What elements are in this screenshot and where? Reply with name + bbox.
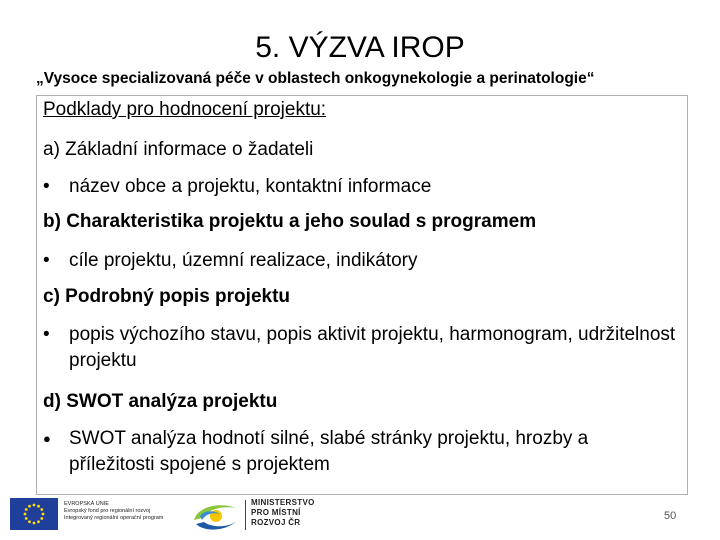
section-a-bullet bbox=[43, 174, 679, 200]
section-c-bullet bbox=[43, 322, 679, 374]
bullet-text: název obce a projektu, kontaktní informace bbox=[69, 176, 432, 197]
slide-title: 5. VÝZVA IROP bbox=[255, 31, 465, 64]
footer bbox=[0, 494, 720, 540]
section-a-label: a) Základní informace o žadateli bbox=[43, 139, 314, 160]
page-number: 50 bbox=[664, 510, 677, 522]
bullet-icon: • bbox=[43, 324, 50, 345]
bullet-text: popis výchozího stavu, popis aktivit projektu, harmonogram, udržitelnost projektu bbox=[69, 324, 676, 371]
section-b-bullet bbox=[43, 248, 679, 274]
ministry-logo-text: MINISTERSTVO PRO MÍSTNÍ ROZVOJ ČR bbox=[251, 498, 315, 527]
bullet-text: SWOT analýza hodnotí silné, slabé stránky projektu, hrozby a příležitosti spojené s projektem bbox=[69, 428, 589, 475]
section-c-label: c) Podrobný popis projektu bbox=[43, 286, 291, 307]
bullet-text: cíle projektu, územní realizace, indikátory bbox=[69, 250, 418, 271]
section-heading: Podklady pro hodnocení projektu: bbox=[43, 99, 327, 120]
bullet-icon: • bbox=[43, 176, 50, 197]
eu-logo-text: EVROPSKÁ UNIE Evropský fond pro regionální rozvoj Integrovaný regionální operační program bbox=[64, 501, 164, 521]
section-d-label: d) SWOT analýza projektu bbox=[43, 391, 278, 412]
eu-flag-logo bbox=[10, 498, 58, 530]
section-d-bullet bbox=[43, 426, 679, 478]
footer-divider bbox=[245, 500, 246, 530]
section-b-label: b) Charakteristika projektu a jeho soulad s programem bbox=[43, 211, 537, 232]
slide-subtitle: „Vysoce specializovaná péče v oblastech onkogynekologie a perinatologie“ bbox=[36, 70, 595, 87]
bullet-icon: • bbox=[43, 250, 50, 271]
content-box bbox=[36, 95, 688, 495]
mmr-swirl-logo bbox=[190, 498, 242, 534]
bullet-icon: ● bbox=[43, 431, 51, 446]
